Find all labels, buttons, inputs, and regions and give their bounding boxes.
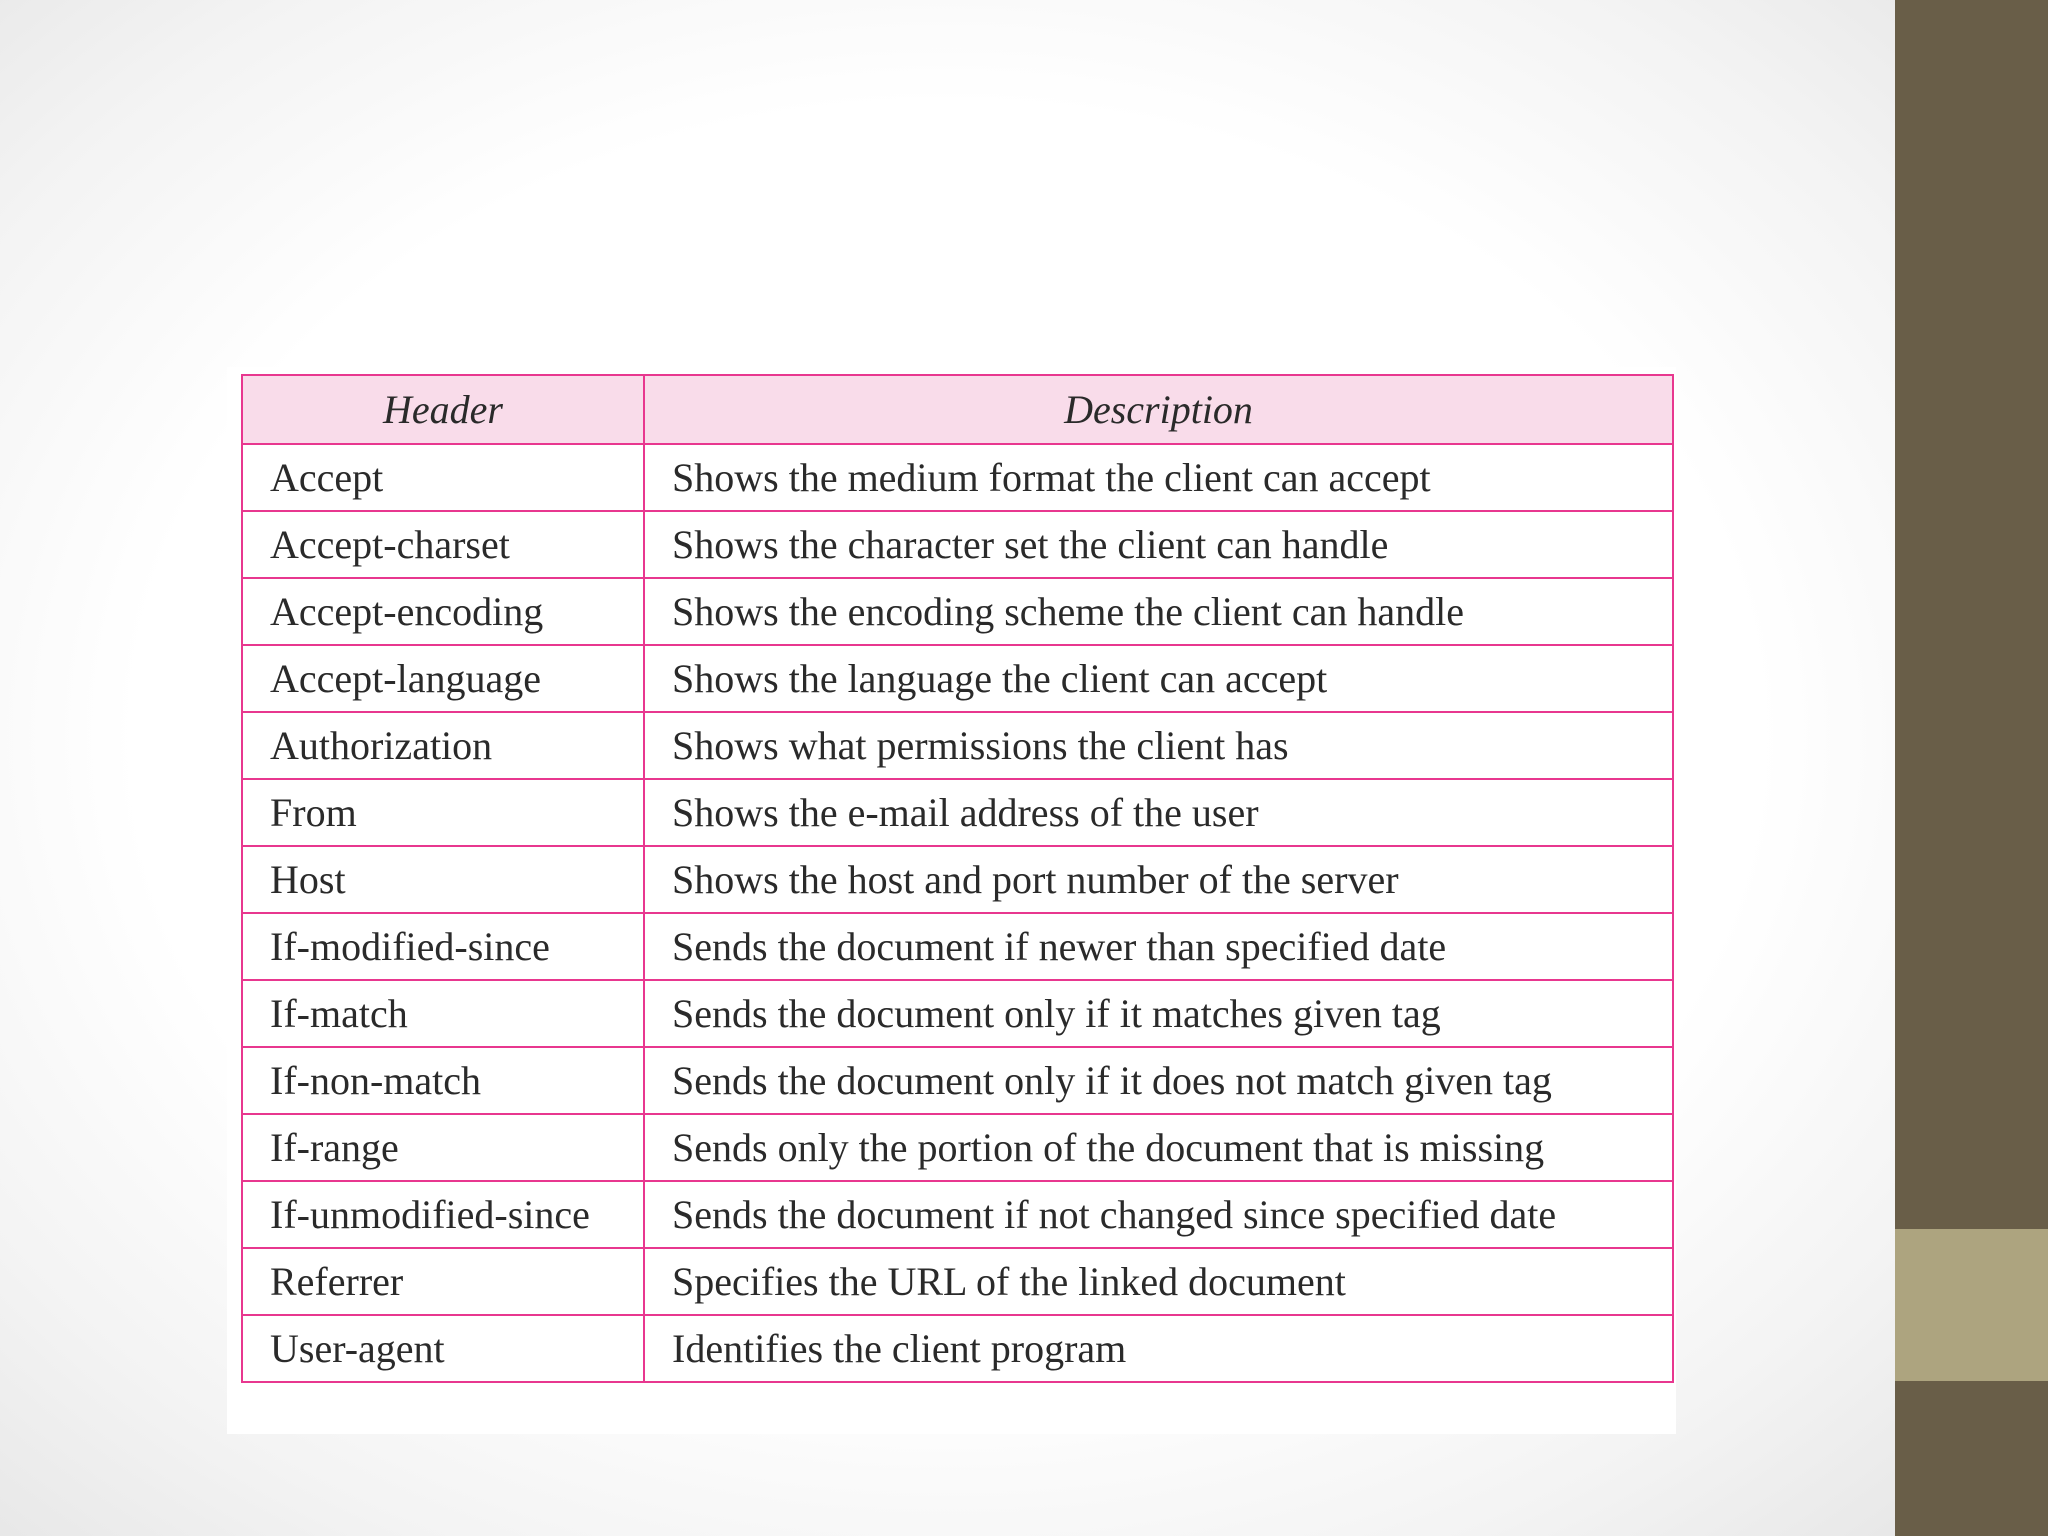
header-description-cell: Sends the document only if it matches given tag bbox=[644, 980, 1673, 1047]
header-description-cell: Sends only the portion of the document that is missing bbox=[644, 1114, 1673, 1181]
table-row bbox=[242, 511, 1673, 578]
header-name-cell: Referrer bbox=[242, 1248, 644, 1315]
header-name-cell: User-agent bbox=[242, 1315, 644, 1382]
table-row bbox=[242, 779, 1673, 846]
table-header-row bbox=[242, 375, 1673, 444]
table-row bbox=[242, 712, 1673, 779]
header-description-cell: Shows the host and port number of the server bbox=[644, 846, 1673, 913]
table-row bbox=[242, 1047, 1673, 1114]
header-name-cell: If-unmodified-since bbox=[242, 1181, 644, 1248]
table-body bbox=[242, 444, 1673, 1382]
header-description-cell: Sends the document if not changed since specified date bbox=[644, 1181, 1673, 1248]
header-description-cell: Shows the encoding scheme the client can handle bbox=[644, 578, 1673, 645]
http-request-headers-table bbox=[241, 374, 1674, 1383]
header-name-cell: Accept-language bbox=[242, 645, 644, 712]
header-description-cell: Shows the character set the client can handle bbox=[644, 511, 1673, 578]
table-row bbox=[242, 1315, 1673, 1382]
side-decoration-accent bbox=[1895, 1229, 2048, 1381]
header-name-cell: Accept-charset bbox=[242, 511, 644, 578]
table-row bbox=[242, 1114, 1673, 1181]
table-row bbox=[242, 1181, 1673, 1248]
header-description-cell: Shows the e-mail address of the user bbox=[644, 779, 1673, 846]
header-name-cell: Accept bbox=[242, 444, 644, 511]
header-description-cell: Specifies the URL of the linked document bbox=[644, 1248, 1673, 1315]
table-row bbox=[242, 578, 1673, 645]
header-name-cell: If-non-match bbox=[242, 1047, 644, 1114]
table-image-panel bbox=[227, 367, 1676, 1434]
header-description-cell: Sends the document if newer than specified date bbox=[644, 913, 1673, 980]
column-header-description: Description bbox=[644, 375, 1673, 444]
header-name-cell: If-modified-since bbox=[242, 913, 644, 980]
table-row bbox=[242, 980, 1673, 1047]
header-description-cell: Sends the document only if it does not match given tag bbox=[644, 1047, 1673, 1114]
table-row bbox=[242, 1248, 1673, 1315]
header-description-cell: Shows the medium format the client can accept bbox=[644, 444, 1673, 511]
header-name-cell: Host bbox=[242, 846, 644, 913]
header-description-cell: Shows what permissions the client has bbox=[644, 712, 1673, 779]
header-name-cell: From bbox=[242, 779, 644, 846]
table-row bbox=[242, 913, 1673, 980]
table-row bbox=[242, 846, 1673, 913]
header-description-cell: Shows the language the client can accept bbox=[644, 645, 1673, 712]
table-row bbox=[242, 444, 1673, 511]
header-description-cell: Identifies the client program bbox=[644, 1315, 1673, 1382]
header-name-cell: If-match bbox=[242, 980, 644, 1047]
header-name-cell: If-range bbox=[242, 1114, 644, 1181]
header-name-cell: Authorization bbox=[242, 712, 644, 779]
header-name-cell: Accept-encoding bbox=[242, 578, 644, 645]
column-header-header: Header bbox=[242, 375, 644, 444]
table-row bbox=[242, 645, 1673, 712]
